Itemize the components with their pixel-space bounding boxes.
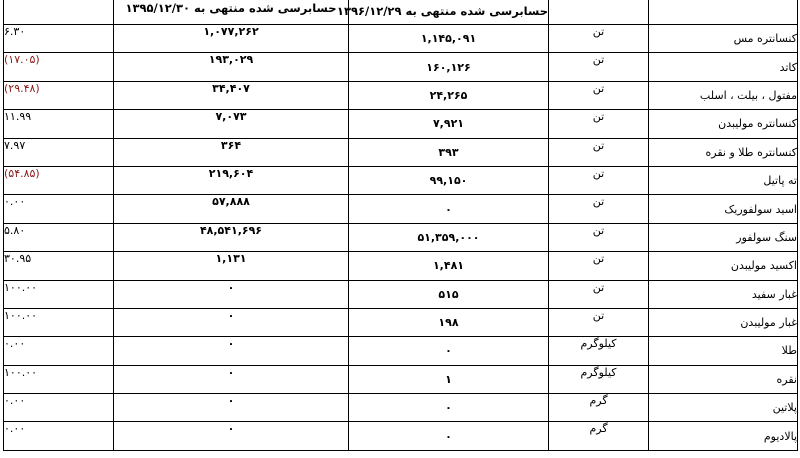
unit-cell: تن — [549, 195, 649, 223]
previous-value-cell: ۰ — [114, 308, 349, 336]
previous-value-cell: ۱۹۳,۰۲۹ — [114, 53, 349, 81]
change-cell: ۱۰۰.۰۰ — [4, 365, 114, 393]
product-name-cell: کنسانتره طلا و نقره — [649, 138, 798, 166]
current-value-cell: ۹۹,۱۵۰ — [349, 166, 549, 194]
unit-cell: کیلوگرم — [549, 337, 649, 365]
previous-value-cell: ۳۴,۴۰۷ — [114, 81, 349, 109]
change-cell: ۱۱.۹۹ — [4, 110, 114, 138]
change-cell: ۵.۸۰ — [4, 223, 114, 251]
current-value-cell: ۷,۹۲۱ — [349, 110, 549, 138]
change-cell: ۰.۰۰ — [4, 195, 114, 223]
table-row — [4, 25, 798, 53]
header-change-cell — [4, 0, 114, 25]
product-name-cell: کاتد — [649, 53, 798, 81]
table-row — [4, 365, 798, 393]
unit-cell: تن — [549, 252, 649, 280]
current-value-cell: ۲۴,۲۶۵ — [349, 81, 549, 109]
current-value-cell: ۵۱۵ — [349, 280, 549, 308]
unit-cell: تن — [549, 223, 649, 251]
unit-cell: گرم — [549, 422, 649, 450]
unit-cell: تن — [549, 280, 649, 308]
table-row — [4, 223, 798, 251]
change-cell: ۰.۰۰ — [4, 394, 114, 422]
change-cell: ۷.۹۷ — [4, 138, 114, 166]
current-value-cell: ۰ — [349, 422, 549, 450]
previous-value-cell: ۰ — [114, 337, 349, 365]
unit-cell: تن — [549, 81, 649, 109]
product-name-cell: کنسانتره مولیبدن — [649, 110, 798, 138]
header-unit-cell — [549, 0, 649, 25]
table-row — [4, 195, 798, 223]
table-row — [4, 53, 798, 81]
product-name-cell: طلا — [649, 337, 798, 365]
current-value-cell: ۱ — [349, 365, 549, 393]
previous-value-cell: ۰ — [114, 280, 349, 308]
product-name-cell: کنسانتره مس — [649, 25, 798, 53]
current-value-cell: ۰ — [349, 337, 549, 365]
change-cell: ۱۰۰.۰۰ — [4, 280, 114, 308]
current-value-cell: ۳۹۳ — [349, 138, 549, 166]
current-value-cell: ۱,۱۴۵,۰۹۱ — [349, 25, 549, 53]
product-name-cell: اکسید مولیبدن — [649, 252, 798, 280]
previous-value-cell: ۰ — [114, 394, 349, 422]
current-value-cell: ۱,۴۸۱ — [349, 252, 549, 280]
unit-cell: تن — [549, 25, 649, 53]
current-value-cell: ۱۶۰,۱۲۶ — [349, 53, 549, 81]
header-current-period-cell — [336, 0, 549, 25]
current-value-cell: ۵۱,۳۵۹,۰۰۰ — [349, 223, 549, 251]
unit-cell: تن — [549, 138, 649, 166]
table-row — [4, 280, 798, 308]
current-value-cell: ۱۹۸ — [349, 308, 549, 336]
table-row — [4, 308, 798, 336]
previous-value-cell: ۵۷,۸۸۸ — [114, 195, 349, 223]
change-cell: (۵۴.۸۵) — [4, 166, 114, 194]
table-header-row — [4, 0, 798, 25]
table-row — [4, 166, 798, 194]
production-table-body — [4, 0, 798, 450]
table-row — [4, 138, 798, 166]
unit-cell: تن — [549, 166, 649, 194]
previous-value-cell: ۴۸,۵۴۱,۶۹۶ — [114, 223, 349, 251]
product-name-cell: مفتول ، بیلت ، اسلب — [649, 81, 798, 109]
table-row — [4, 422, 798, 450]
previous-value-cell: ۲۱۹,۶۰۴ — [114, 166, 349, 194]
product-name-cell: غبار سفید — [649, 280, 798, 308]
table-row — [4, 252, 798, 280]
product-name-cell: اسید سولفوریک — [649, 195, 798, 223]
unit-cell: گرم — [549, 394, 649, 422]
change-cell: ۱۰۰.۰۰ — [4, 308, 114, 336]
table-row — [4, 337, 798, 365]
product-name-cell: سنگ سولفور — [649, 223, 798, 251]
header-previous-period-cell — [114, 0, 349, 25]
unit-cell: کیلوگرم — [549, 365, 649, 393]
change-cell: ۰.۰۰ — [4, 337, 114, 365]
unit-cell: تن — [549, 308, 649, 336]
change-cell: ۳۰.۹۵ — [4, 252, 114, 280]
current-value-cell: ۰ — [349, 394, 549, 422]
previous-value-cell: ۱,۰۷۷,۲۶۲ — [114, 25, 349, 53]
product-name-cell: ته پاتیل — [649, 166, 798, 194]
previous-value-cell: ۱,۱۳۱ — [114, 252, 349, 280]
unit-cell: تن — [549, 53, 649, 81]
previous-value-cell: ۰ — [114, 422, 349, 450]
header-product-cell — [649, 0, 798, 25]
change-cell: (۲۹.۴۸) — [4, 81, 114, 109]
change-cell: ۰.۰۰ — [4, 422, 114, 450]
product-name-cell: پالادیوم — [649, 422, 798, 450]
table-row — [4, 81, 798, 109]
header-current-period: حسابرسی شده منتهی به ۱۳۹۶/۱۲/۲۹ — [336, 4, 548, 18]
product-name-cell: نقره — [649, 365, 798, 393]
previous-value-cell: ۷,۰۷۳ — [114, 110, 349, 138]
table-row — [4, 394, 798, 422]
previous-value-cell: ۳۶۴ — [114, 138, 349, 166]
previous-value-cell: ۰ — [114, 365, 349, 393]
unit-cell: تن — [549, 110, 649, 138]
current-value-cell: ۰ — [349, 195, 549, 223]
production-table — [3, 0, 798, 451]
header-previous-period: حسابرسی شده منتهی به ۱۳۹۵/۱۲/۳۰ — [125, 1, 337, 15]
product-name-cell: پلاتین — [649, 394, 798, 422]
table-row — [4, 110, 798, 138]
change-cell: (۱۷.۰۵) — [4, 53, 114, 81]
product-name-cell: غبار مولیبدن — [649, 308, 798, 336]
change-cell: ۶.۳۰ — [4, 25, 114, 53]
